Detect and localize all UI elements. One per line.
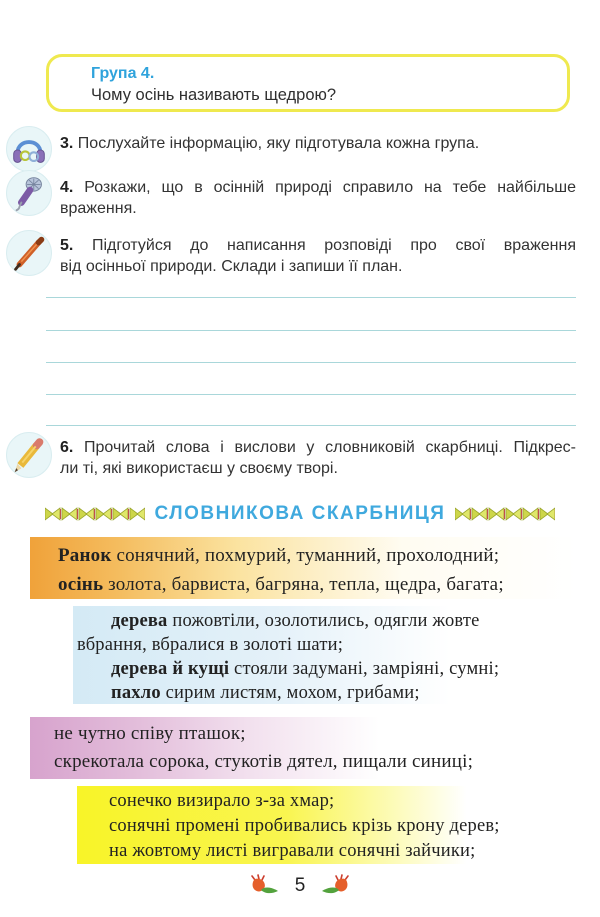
vocab-title: СЛОВНИКОВА СКАРБНИЦЯ	[154, 503, 446, 524]
vocab-line: скрекотала сорока, стукотів дятел, пищали синиці;	[54, 751, 474, 772]
page-footer	[0, 874, 600, 898]
writing-line	[46, 425, 576, 426]
pencil-icon	[6, 432, 52, 478]
task-3-number: 3.	[60, 135, 74, 152]
task-4-text-line-1: 4. Розкажи, що в осінній природі справило на тебе найбільше	[60, 179, 576, 196]
task-4-text-line-2: враження.	[60, 200, 137, 217]
page-number: 5	[294, 875, 306, 896]
task-5-text-line-2: від осінньої природи. Склади і запиши її план.	[60, 258, 403, 275]
vocab-block-trees	[73, 606, 576, 704]
vocab-block-sun	[77, 786, 576, 864]
task-4-number: 4.	[60, 179, 74, 196]
group-question: Чому осінь називають щедрою?	[91, 86, 337, 104]
vocab-header	[0, 503, 600, 525]
vocab-line: сонечко визирало з-за хмар;	[109, 791, 335, 811]
writing-line	[46, 330, 576, 331]
task-4	[60, 177, 576, 219]
vocab-block-birds	[30, 717, 576, 779]
vocab-line: сонячні промені пробивались крізь крону дерев;	[109, 816, 500, 836]
writing-line	[46, 297, 576, 298]
task-3-text: 3. Послухайте інформацію, яку підготувала кожна група.	[60, 135, 480, 152]
vocab-line: на жовтому листі вигравали сонячні зайчики;	[109, 841, 476, 861]
writing-line	[46, 394, 576, 395]
flower-right-icon	[321, 874, 351, 898]
group-task-box	[46, 54, 570, 112]
ornament-right-icon	[455, 505, 555, 523]
task-6-text-line-2: ли ті, які використаєш у своєму творі.	[60, 460, 338, 477]
vocab-line: дерева й кущі стояли задумані, замріяні, сумні;	[111, 659, 500, 679]
headphones-icon	[6, 126, 52, 172]
task-3	[60, 133, 576, 154]
vocab-line: дерева пожовтіли, озолотились, одягли жовте	[111, 611, 480, 631]
writing-line	[46, 362, 576, 363]
task-6-text-line-1: 6. Прочитай слова і вислови у словниковій скарбниці. Підкрес-	[60, 439, 576, 456]
vocab-block-morning	[30, 537, 576, 599]
microphone-icon	[6, 170, 52, 216]
task-6-number: 6.	[60, 439, 74, 456]
task-5	[60, 235, 576, 277]
ornament-left-icon	[45, 505, 145, 523]
group-title: Група 4.	[91, 65, 155, 82]
pen-icon	[6, 230, 52, 276]
flower-left-icon	[249, 874, 279, 898]
task-6	[60, 437, 576, 479]
task-5-number: 5.	[60, 237, 74, 254]
task-5-text-line-1: 5. Підготуйся до написання розповіді про свої враження	[60, 237, 577, 254]
vocab-line: не чутно співу пташок;	[54, 723, 246, 744]
vocab-line: пахло сирим листям, мохом, грибами;	[111, 683, 420, 703]
vocab-line: Ранок сонячний, похмурий, туманний, прохолодний;	[58, 545, 500, 566]
vocab-line: вбрання, вбралися в золоті шати;	[77, 635, 344, 655]
vocab-line: осінь золота, барвиста, багряна, тепла, щедра, багата;	[58, 574, 504, 595]
